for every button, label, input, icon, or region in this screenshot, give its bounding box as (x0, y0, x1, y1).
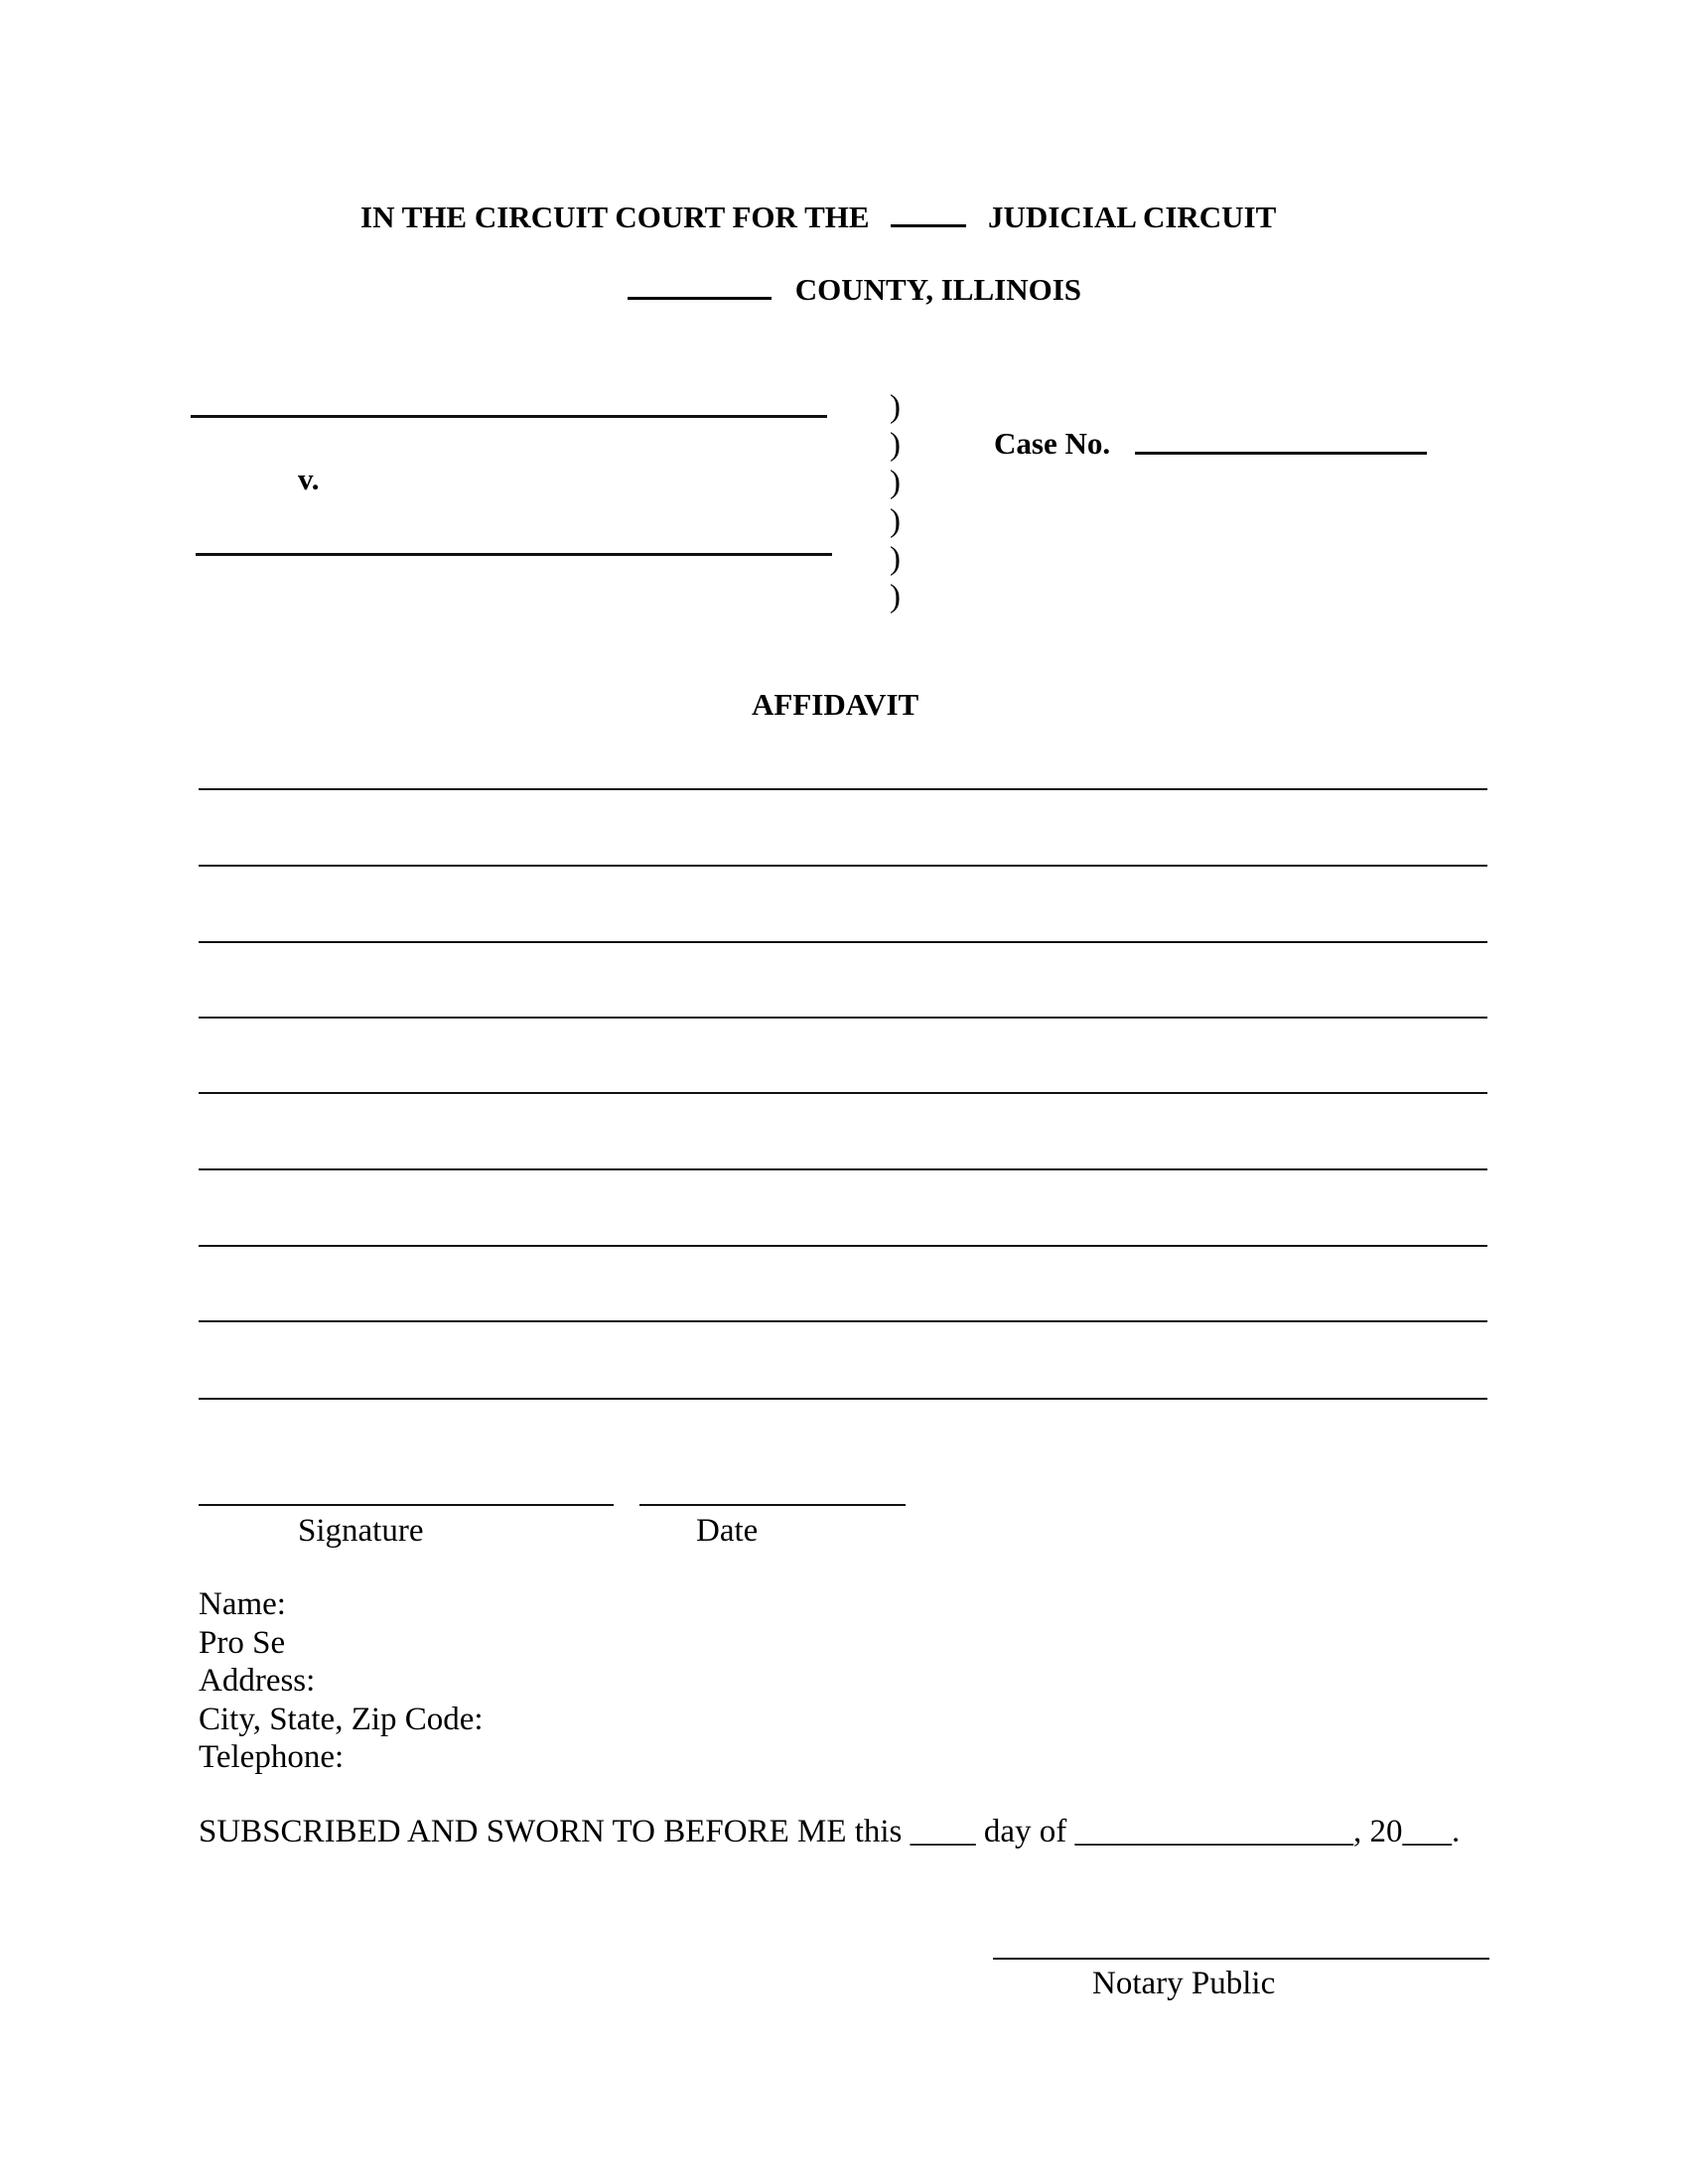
versus-label: v. (298, 462, 320, 496)
notary-public-label: Notary Public (1092, 1966, 1276, 2001)
judicial-circuit-blank[interactable] (891, 224, 966, 227)
jurat-text-end: . (1452, 1814, 1461, 1849)
caption-paren: ) (890, 541, 901, 577)
county-heading-suffix: COUNTY, ILLINOIS (794, 272, 1082, 307)
affidavit-line[interactable] (199, 1092, 1487, 1094)
county-heading (628, 274, 1081, 305)
contact-pro-se-label: Pro Se (199, 1624, 286, 1661)
jurat-text-year: , 20 (1353, 1814, 1403, 1849)
affidavit-line[interactable] (199, 865, 1487, 867)
notary-signature-line[interactable] (993, 1958, 1489, 1960)
case-number-line[interactable] (1135, 452, 1427, 455)
case-number-label: Case No. (994, 426, 1111, 461)
document-title: AFFIDAVIT (752, 687, 919, 722)
affidavit-line[interactable] (199, 1398, 1487, 1400)
date-label: Date (696, 1513, 759, 1549)
plaintiff-name-line[interactable] (191, 415, 827, 418)
jurat-text-mid: day of (983, 1814, 1067, 1849)
court-heading-suffix: JUDICIAL CIRCUIT (988, 200, 1277, 234)
affidavit-line[interactable] (199, 1168, 1487, 1170)
contact-telephone-label: Telephone: (199, 1739, 345, 1775)
county-name-blank[interactable] (628, 297, 772, 300)
jurat-statement (199, 1816, 1460, 1848)
affidavit-line[interactable] (199, 1245, 1487, 1247)
contact-block (199, 1585, 484, 1777)
affidavit-line[interactable] (199, 1017, 1487, 1019)
signature-label: Signature (298, 1513, 424, 1549)
defendant-name-line[interactable] (196, 553, 832, 556)
affidavit-line[interactable] (199, 788, 1487, 790)
caption-paren: ) (890, 579, 901, 614)
affidavit-line[interactable] (199, 941, 1487, 943)
caption-paren: ) (890, 503, 901, 539)
caption-paren: ) (890, 389, 901, 425)
jurat-day-blank[interactable]: ____ (910, 1814, 976, 1849)
contact-address-label: Address: (199, 1663, 316, 1699)
signature-line[interactable] (199, 1504, 614, 1506)
court-heading-prefix: IN THE CIRCUIT COURT FOR THE (360, 200, 870, 234)
contact-name-label: Name: (199, 1586, 286, 1622)
jurat-month-blank[interactable]: _________________ (1074, 1814, 1354, 1849)
date-line[interactable] (639, 1504, 906, 1506)
caption-paren: ) (890, 427, 901, 463)
caption-paren: ) (890, 465, 901, 500)
jurat-text-before: SUBSCRIBED AND SWORN TO BEFORE ME this (199, 1814, 903, 1849)
contact-city-state-zip-label: City, State, Zip Code: (199, 1701, 484, 1737)
jurat-year-blank[interactable]: ___ (1402, 1814, 1453, 1849)
court-heading (360, 202, 1276, 232)
affidavit-line[interactable] (199, 1320, 1487, 1322)
